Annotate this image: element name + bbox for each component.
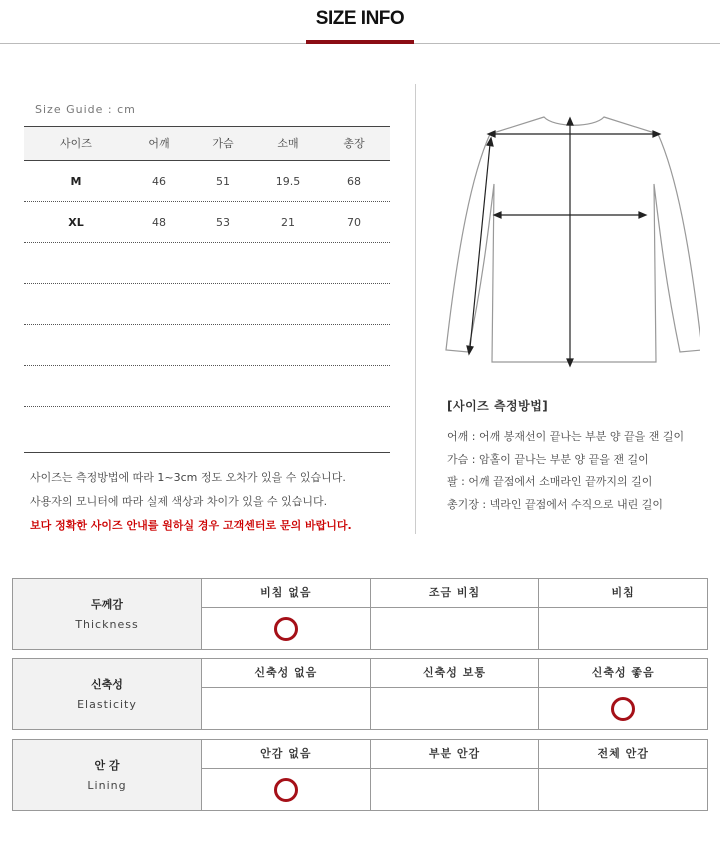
selected-circle-icon [611, 697, 635, 721]
arrow-head-icon [494, 212, 501, 218]
spec-option-value [371, 688, 539, 729]
spec-option-label: 안감 없음 [202, 740, 370, 769]
spec-option-value [539, 769, 707, 810]
empty-table-row [24, 284, 390, 325]
spec-option-value [202, 688, 370, 729]
table-cell: 19.5 [275, 174, 301, 188]
table-cell: 68 [347, 174, 361, 188]
empty-table-row [24, 325, 390, 366]
spec-label-en: Thickness [75, 618, 139, 631]
spec-option [539, 740, 707, 810]
selected-circle-icon [274, 778, 298, 802]
arrow-head-icon [467, 346, 473, 354]
spec-label-ko: 신축성 [91, 678, 123, 691]
spec-label-ko: 안 감 [94, 759, 120, 772]
spec-option-label: 신축성 없음 [202, 659, 370, 688]
spec-thickness [12, 578, 708, 650]
vertical-divider [415, 84, 416, 534]
table-cell: 70 [347, 215, 361, 229]
spec-label-ko: 두께감 [91, 598, 123, 611]
title-underline [306, 40, 414, 44]
table-cell: 21 [281, 215, 295, 229]
spec-label-en: Elasticity [77, 698, 137, 711]
spec-option-label: 비침 없음 [202, 579, 370, 608]
spec-option-label: 신축성 보통 [371, 659, 539, 688]
table-cell: 53 [216, 215, 230, 229]
spec-option [371, 579, 540, 649]
spec-label [13, 579, 202, 649]
arrow-head-icon [639, 212, 646, 218]
measurement-line: 팔 : 어깨 끝점에서 소매라인 끝까지의 길이 [447, 475, 653, 488]
notice-text: 보다 정확한 사이즈 안내를 원하실 경우 고객센터로 문의 바랍니다. [30, 519, 352, 532]
spec-options [202, 659, 707, 729]
spec-elasticity [12, 658, 708, 730]
col-header-chest: 가슴 [212, 137, 234, 150]
col-header-sleeve: 소매 [277, 137, 299, 150]
note-text: 사이즈는 측정방법에 따라 1~3cm 정도 오차가 있을 수 있습니다. [30, 471, 346, 484]
spec-option [202, 740, 371, 810]
spec-option [539, 659, 707, 729]
spec-option-value [202, 608, 370, 649]
size-guide-label: Size Guide : cm [35, 103, 136, 116]
size-table-header [24, 126, 390, 161]
spec-option-value [371, 769, 539, 810]
spec-option [371, 740, 540, 810]
spec-option-value [202, 769, 370, 810]
spec-option [202, 659, 371, 729]
size-cell: XL [68, 215, 84, 229]
col-header-shoulder: 어깨 [148, 137, 170, 150]
spec-lining [12, 739, 708, 811]
empty-table-row [24, 366, 390, 407]
spec-options [202, 740, 707, 810]
table-cell: 51 [216, 174, 230, 188]
arrow-head-icon [567, 359, 573, 366]
spec-label [13, 659, 202, 729]
spec-option-value [539, 608, 707, 649]
size-cell: M [70, 174, 82, 188]
measurement-guide [447, 397, 684, 516]
garment-outline [446, 117, 700, 362]
spec-option-label: 부분 안감 [371, 740, 539, 769]
header [0, 0, 720, 44]
spec-options [202, 579, 707, 649]
spec-option-label: 신축성 좋음 [539, 659, 707, 688]
page-title: SIZE INFO [315, 8, 405, 29]
sleeve-arrow [470, 144, 490, 348]
spec-label-en: Lining [87, 779, 127, 792]
col-header-size: 사이즈 [60, 137, 92, 150]
spec-option-value [371, 608, 539, 649]
spec-option [539, 579, 707, 649]
spec-option-label: 비침 [539, 579, 707, 608]
note-text: 사용자의 모니터에 따라 실제 색상과 차이가 있을 수 있습니다. [30, 495, 328, 508]
spec-option [202, 579, 371, 649]
spec-option-label: 전체 안감 [539, 740, 707, 769]
table-row [24, 161, 390, 202]
measurement-line: 가슴 : 암홀이 끝나는 부분 양 끝을 잰 길이 [447, 452, 649, 466]
size-table [24, 126, 390, 407]
spec-option [371, 659, 540, 729]
empty-table-row [24, 243, 390, 284]
measurement-title: [사이즈 측정방법] [447, 399, 549, 413]
measurement-line: 총기장 : 넥라인 끝점에서 수직으로 내린 길이 [447, 497, 663, 511]
measurement-line: 어깨 : 어깨 봉재선이 끝나는 부분 양 끝을 잰 길이 [447, 430, 685, 443]
col-header-length: 총장 [343, 137, 365, 150]
garment-diagram [444, 114, 700, 370]
spec-option-value [539, 688, 707, 729]
size-notes [30, 466, 352, 538]
table-cell: 46 [152, 174, 166, 188]
selected-circle-icon [274, 617, 298, 641]
table-bottom-border [24, 452, 390, 453]
table-row [24, 202, 390, 243]
spec-option-label: 조금 비침 [371, 579, 539, 608]
spec-label [13, 740, 202, 810]
table-cell: 48 [152, 215, 166, 229]
arrow-head-icon [567, 118, 573, 125]
